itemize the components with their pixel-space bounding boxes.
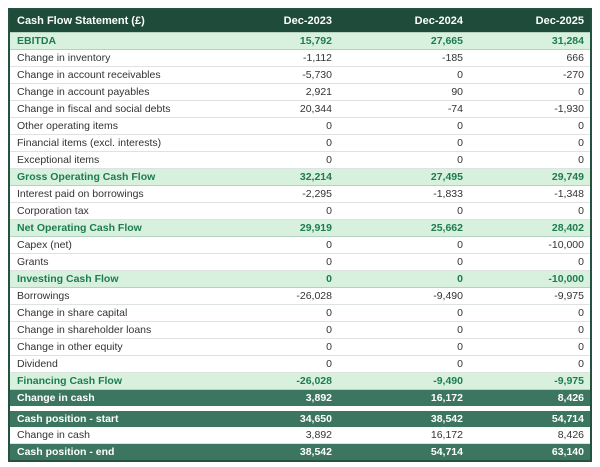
table-row (10, 339, 590, 356)
cash-flow-table (10, 10, 590, 460)
row-label: Financing Cash Flow (10, 373, 210, 390)
row-value: 0 (210, 237, 338, 254)
row-value: 0 (338, 322, 469, 339)
table-row (10, 237, 590, 254)
table-row (10, 288, 590, 305)
table-row (10, 101, 590, 118)
row-value: 28,402 (469, 220, 590, 237)
row-value: 16,172 (338, 427, 469, 444)
table-row (10, 135, 590, 152)
row-value: 15,792 (210, 33, 338, 50)
row-label: Borrowings (10, 288, 210, 305)
row-value: 0 (469, 356, 590, 373)
table-row (10, 67, 590, 84)
row-value: 0 (338, 135, 469, 152)
row-value: 38,542 (338, 411, 469, 427)
row-value: 0 (338, 118, 469, 135)
row-value: 63,140 (469, 444, 590, 461)
row-value: 0 (210, 203, 338, 220)
row-label: Change in cash (10, 390, 210, 407)
row-value: 27,665 (338, 33, 469, 50)
row-value: 0 (469, 254, 590, 271)
row-value: -10,000 (469, 271, 590, 288)
row-value: 0 (469, 118, 590, 135)
row-label: Change in shareholder loans (10, 322, 210, 339)
row-label: Change in other equity (10, 339, 210, 356)
row-value: -9,490 (338, 373, 469, 390)
row-label: Cash position - start (10, 411, 210, 427)
row-label: EBITDA (10, 33, 210, 50)
row-value: 90 (338, 84, 469, 101)
table-row (10, 427, 590, 444)
row-value: 0 (469, 135, 590, 152)
table-row (10, 305, 590, 322)
row-label: Change in account receivables (10, 67, 210, 84)
row-value: 34,650 (210, 411, 338, 427)
row-label: Change in share capital (10, 305, 210, 322)
row-value: -74 (338, 101, 469, 118)
table-row (10, 220, 590, 237)
row-value: 0 (338, 237, 469, 254)
row-value: 0 (210, 339, 338, 356)
row-value: 0 (338, 152, 469, 169)
row-value: 8,426 (469, 390, 590, 407)
row-label: Grants (10, 254, 210, 271)
row-label: Change in fiscal and social debts (10, 101, 210, 118)
row-value: 0 (338, 203, 469, 220)
row-value: 0 (469, 322, 590, 339)
row-value: 54,714 (338, 444, 469, 461)
table-row (10, 356, 590, 373)
table-row (10, 186, 590, 203)
table-header-row (10, 10, 590, 33)
column-header-dec-2023: Dec-2023 (210, 10, 338, 33)
row-value: 2,921 (210, 84, 338, 101)
table-row (10, 203, 590, 220)
row-value: -1,348 (469, 186, 590, 203)
row-value: 0 (210, 152, 338, 169)
table-body (10, 33, 590, 461)
row-value: -2,295 (210, 186, 338, 203)
row-value: 0 (210, 135, 338, 152)
row-label: Corporation tax (10, 203, 210, 220)
row-value: -9,975 (469, 288, 590, 305)
row-value: 3,892 (210, 390, 338, 407)
row-label: Net Operating Cash Flow (10, 220, 210, 237)
table-row (10, 322, 590, 339)
row-value: 3,892 (210, 427, 338, 444)
row-value: -9,975 (469, 373, 590, 390)
row-value: 0 (210, 322, 338, 339)
row-value: 29,749 (469, 169, 590, 186)
table-row (10, 390, 590, 407)
row-value: 0 (469, 84, 590, 101)
row-value: -9,490 (338, 288, 469, 305)
row-value: 31,284 (469, 33, 590, 50)
row-label: Interest paid on borrowings (10, 186, 210, 203)
row-value: 38,542 (210, 444, 338, 461)
table-row (10, 50, 590, 67)
row-value: -1,833 (338, 186, 469, 203)
row-value: 25,662 (338, 220, 469, 237)
row-value: 20,344 (210, 101, 338, 118)
row-label: Cash position - end (10, 444, 210, 461)
row-value: -10,000 (469, 237, 590, 254)
row-value: -1,930 (469, 101, 590, 118)
row-value: 0 (338, 271, 469, 288)
cash-flow-statement-table (8, 8, 592, 462)
row-value: 0 (210, 271, 338, 288)
row-value: 0 (469, 305, 590, 322)
row-value: 0 (338, 67, 469, 84)
row-value: 0 (338, 356, 469, 373)
row-label: Change in cash (10, 427, 210, 444)
table-row (10, 271, 590, 288)
row-label: Gross Operating Cash Flow (10, 169, 210, 186)
column-header-dec-2025: Dec-2025 (469, 10, 590, 33)
table-row (10, 169, 590, 186)
row-label: Dividend (10, 356, 210, 373)
row-value: -5,730 (210, 67, 338, 84)
row-label: Financial items (excl. interests) (10, 135, 210, 152)
row-value: -1,112 (210, 50, 338, 67)
row-label: Investing Cash Flow (10, 271, 210, 288)
row-value: 0 (338, 339, 469, 356)
column-header-dec-2024: Dec-2024 (338, 10, 469, 33)
row-value: 0 (469, 152, 590, 169)
table-row (10, 411, 590, 427)
row-value: 0 (338, 254, 469, 271)
table-row (10, 254, 590, 271)
table-title: Cash Flow Statement (£) (10, 10, 210, 33)
row-value: 0 (210, 356, 338, 373)
row-value: 54,714 (469, 411, 590, 427)
row-label: Other operating items (10, 118, 210, 135)
row-value: 27,495 (338, 169, 469, 186)
table-row (10, 444, 590, 461)
row-value: 0 (210, 305, 338, 322)
row-value: 0 (210, 254, 338, 271)
row-value: 29,919 (210, 220, 338, 237)
row-label: Exceptional items (10, 152, 210, 169)
row-value: 32,214 (210, 169, 338, 186)
table-row (10, 84, 590, 101)
row-value: 0 (469, 339, 590, 356)
table-row (10, 373, 590, 390)
table-row (10, 33, 590, 50)
row-value: 666 (469, 50, 590, 67)
row-value: -26,028 (210, 373, 338, 390)
table-row (10, 152, 590, 169)
row-value: 8,426 (469, 427, 590, 444)
row-value: 0 (338, 305, 469, 322)
row-value: -185 (338, 50, 469, 67)
row-label: Change in account payables (10, 84, 210, 101)
row-value: 0 (469, 203, 590, 220)
row-value: 0 (210, 118, 338, 135)
row-value: -26,028 (210, 288, 338, 305)
row-label: Change in inventory (10, 50, 210, 67)
table-row (10, 118, 590, 135)
row-value: 16,172 (338, 390, 469, 407)
row-label: Capex (net) (10, 237, 210, 254)
row-value: -270 (469, 67, 590, 84)
